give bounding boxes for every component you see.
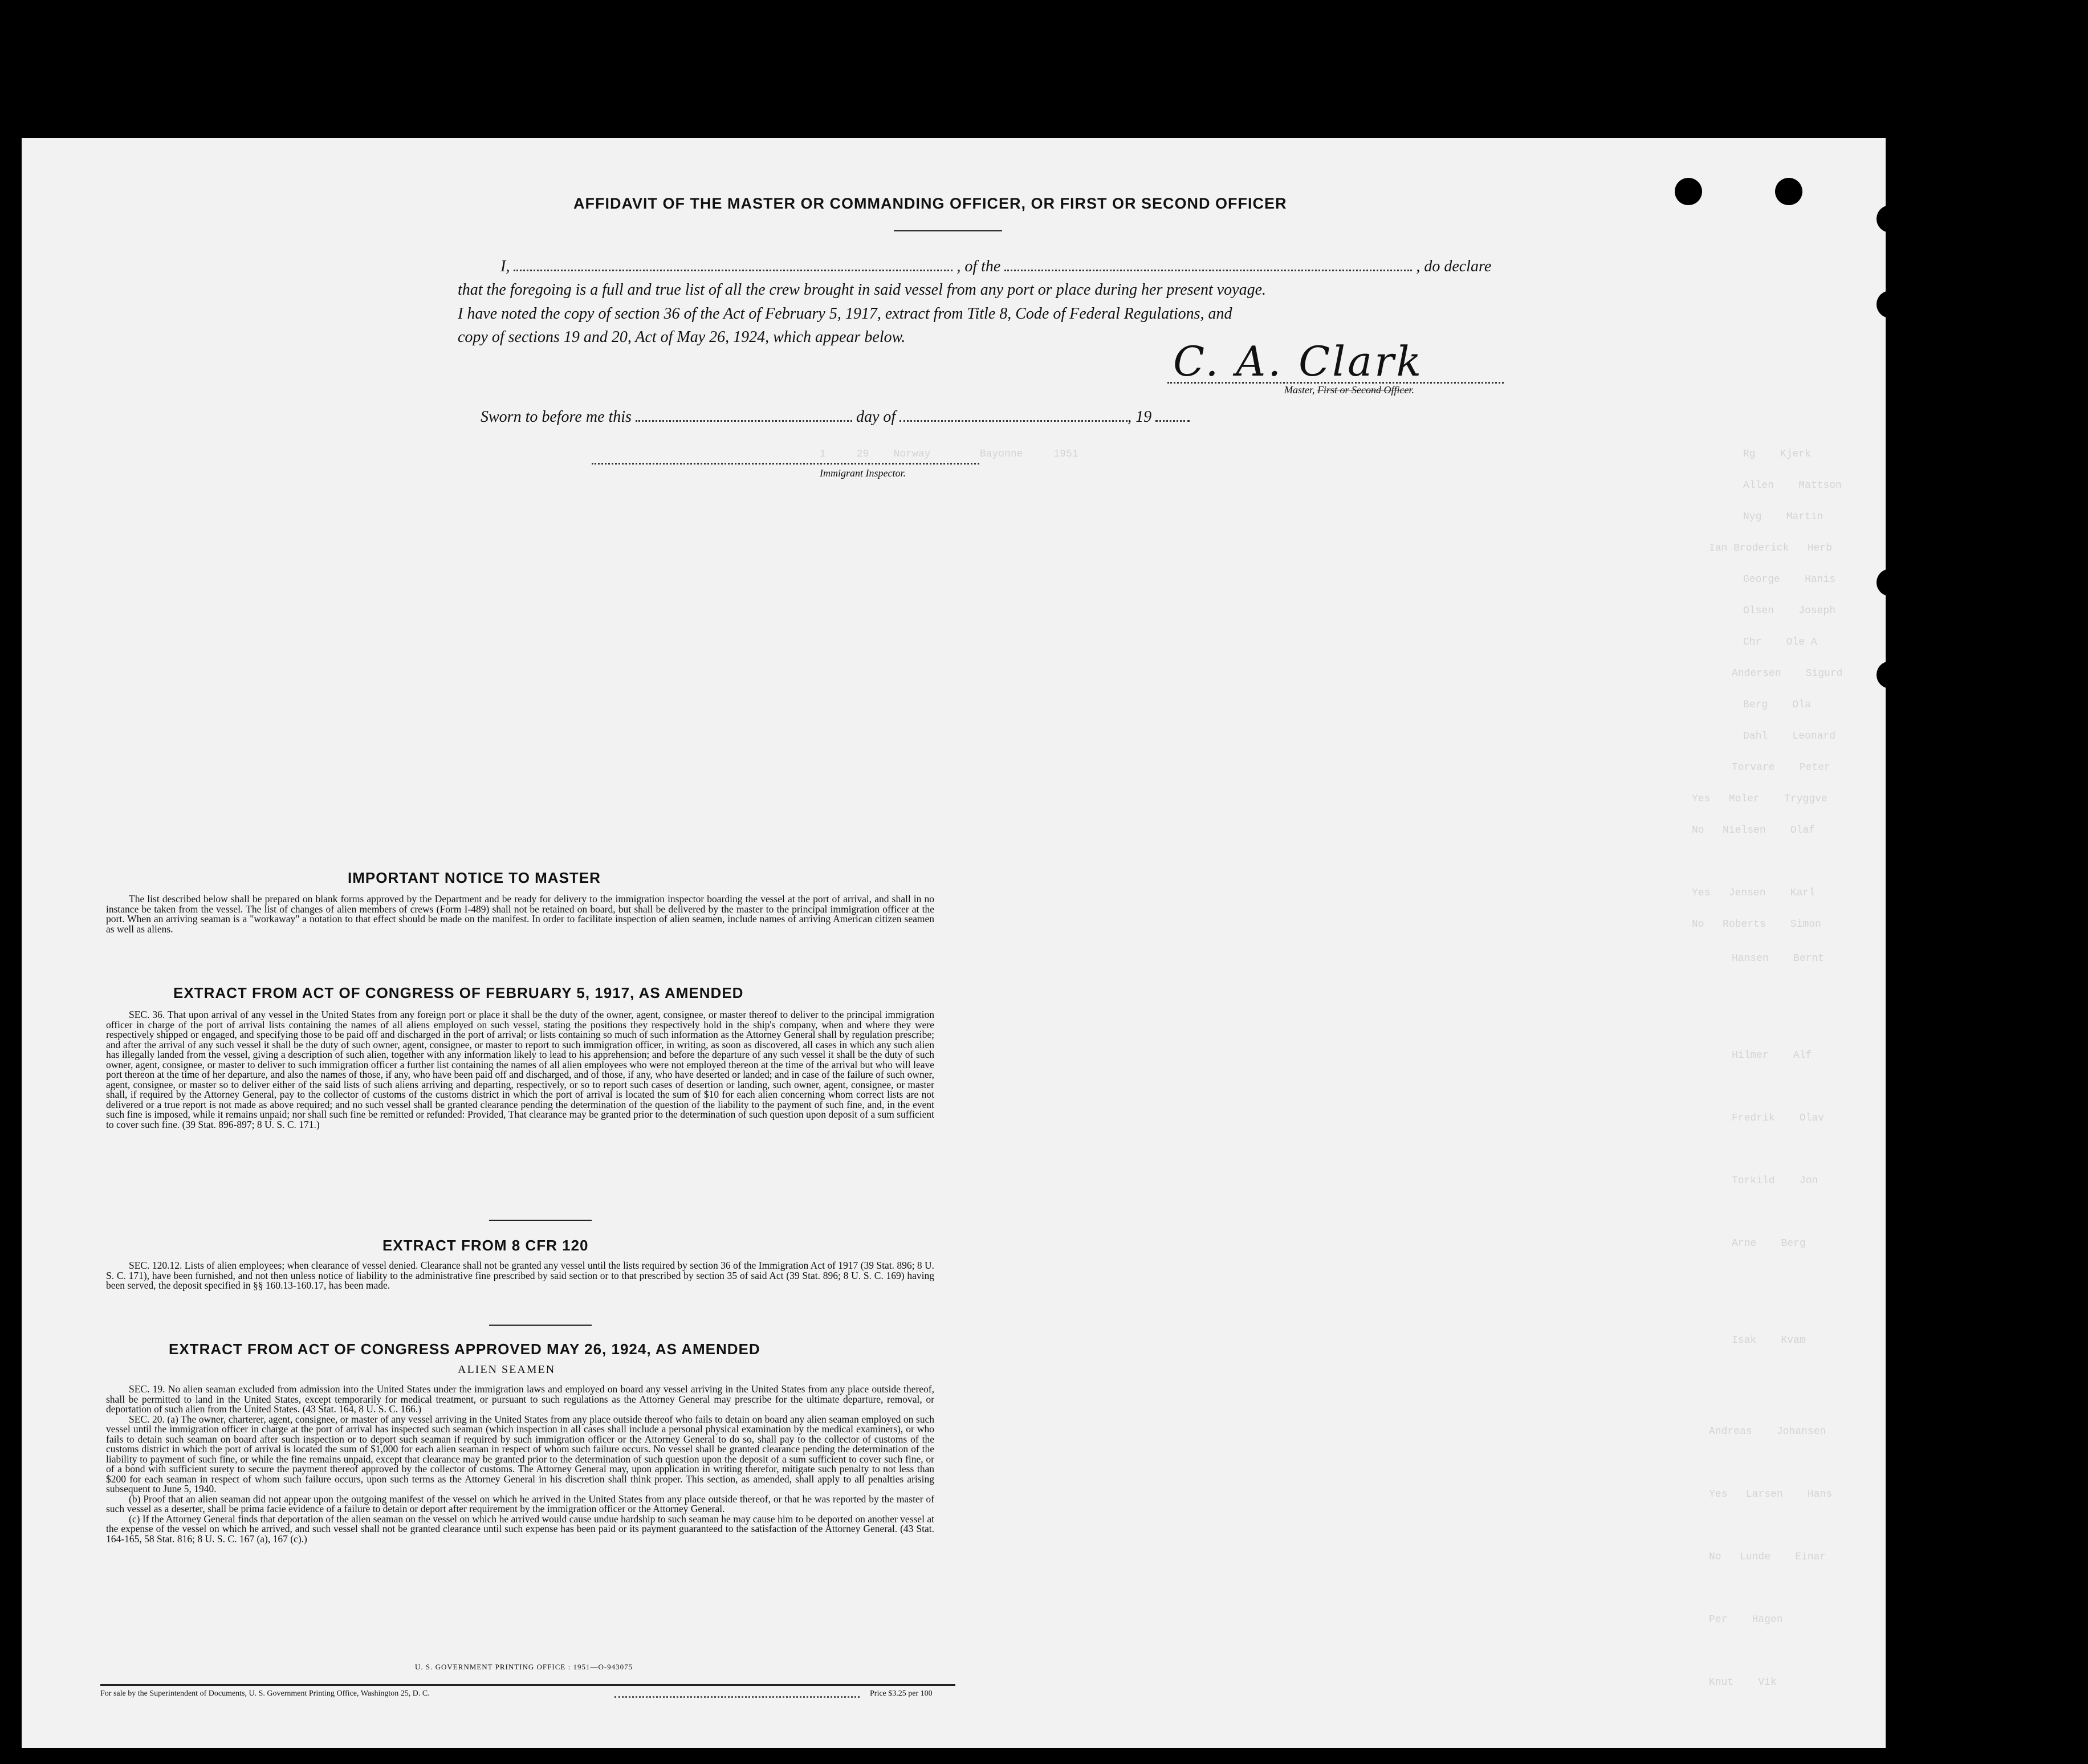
sworn-prefix: Sworn to before me this (481, 408, 632, 426)
sec20c-paragraph: (c) If the Attorney General finds that deportation of the alien seaman on the vessel on which he arrived would cause undue hardship to such seaman he may cause him to be deported on another vessel at the expense of the vessel on which he arrived, and such vessel shall not be granted clearance until such expense has been paid or its payment guaranteed to the satisfaction of the Attorney General. (43 Stat. 164-165, 58 Stat. 816; 8 U. S. C. 167 (a), 167 (c).) (106, 1513, 934, 1545)
divider (489, 1220, 592, 1221)
extract-cfr-title: EXTRACT FROM 8 CFR 120 (382, 1237, 589, 1254)
punch-hole (1775, 178, 1802, 205)
signature-caption-struck: First or Second Officer (1317, 384, 1412, 396)
form-sheet: Rg Kjerk Allen Mattson Nyg Martin Ian Broderick Herb George Hanis Olsen Joseph Chr Ole A Andersen Sigurd Berg Ola Dahl Leonard Torvare Peter Yes Moler Tryggve No Nielsen Olaf Yes Jensen Karl No Roberts Simon Hansen Bernt Hilmer Alf Fredrik Olav Torkild Jon Arne Berg Isak Kvam Andreas Johansen Yes Larsen Hans No Lunde Einar Per Hagen Knut Vik 1 29 Norway Bayonne 1951 AFFIDAVIT OF THE MASTER OR COMMANDING OFFICER, OR FIRST OR SECOND OFFICER I, , of the , do declare that the foregoing is a full and true list of all the crew brought in said vessel from any port or place during her present voyage. I have noted the copy of section 36 of the Act of February 5, 1917, extract from Title 8, Code of Federal Regulations, and copy of sections 19 and 20, Act of May 26, 1924, which appear below. C. A. Clark Master, First or Second Officer. Sworn to before me this day of , 19 Immigrant Inspector. IMPORTANT NOTICE TO MASTER The list described below shall be prepared on blank forms approved by the Department and be ready for delivery to the immigration inspector boarding the vessel at the port of arrival, and shall in no instance be taken from the vessel. The list of changes of alien members of crews (Form I-489) shall not be retained on board, but shall be delivered by the master to the principal immigration officer at the port. When an arriving seaman is a "workaway" a notation to that effect should be made on the manifest. In order to facilitate inspection of alien seamen, include names of arriving American citizen seamen as well as aliens. EXTRACT FROM ACT OF CONGRESS OF FEBRUARY 5, 1917, AS AMENDED SEC. 36. That upon arrival of any vessel in the United States from any foreign port or place it shall be the duty of the owner, agent, consignee, or master thereof to deliver to the principal immigration officer in charge of the port of arrival lists containing the names of all aliens employed on such vessel, stating the positions they respectively hold in the ship's company, when and where they were respectively shipped or engaged, and specifying those to be paid off and discharged in the port of arrival; or lists containing so much of such information as the Attorney General shall by regulation prescribe; and after the arrival of any such vessel it shall be the duty of such owner, agent, consignee, or master to report to such immigration officer, in writing, as soon as discovered, all cases in which any such alien has illegally landed from the vessel, giving a description of such alien, together with any information likely to lead to his apprehension; and before the departure of any such vessel it shall be the duty of such owner, agent, consignee, or master to deliver to such immigration officer a further list containing the names of all alien employees who were not employed thereon at the time of the arrival but who will leave port thereon at the time of her departure, and also the names of those, if any, who have been paid off and discharged, and of those, if any, who have deserted or landed; and in case of the failure of such owner, agent, consignee, or master so to deliver either of the said lists of such aliens arriving and departing, respectively, or so to report such cases of desertion or landing, such owner, agent, consignee, or master shall, if required by the Attorney General, pay to the collector of customs of the customs district in which the port of arrival is located the sum of $10 for each alien concerning whom correct lists are not delivered or a true report is not made as above required; and no such vessel shall be granted clearance pending the determination of the question of the liability to the payment of such fine, and, in the event such fine is imposed, while it remains unpaid; nor shall such fine be remitted or refunded: Provided, That clearance may be granted prior to the determination of such question upon deposit of a sum sufficient to cover such fine. (39 Stat. 896-897; 8 U. S. C. 171.) EXTRACT FROM 8 CFR 120 SEC. 120.12. Lists of alien employees; when clearance of vessel denied. Clearance shall not be granted any vessel until the lists required by section 36 of the Immigration Act of 1917 (39 Stat. 896; 8 U. S. C. 171), have been furnished, and not then unless notice of liability to the administrative fine prescribed by said section or to that prescribed by section 35 of said Act (39 Stat. 896; 8 U. S. C. 169) having been served, the deposit specified in §§ 160.13-160.17, has been made. EXTRACT FROM ACT OF CONGRESS APPROVED MAY 26, 1924, AS AMENDED ALIEN SEAMEN SEC. 19. No alien seaman excluded from admission into the United States under the immigration laws and employed on board any vessel arriving in the United States from any place outside thereof, shall be permitted to land in the United States, except temporarily for medical treatment, or pursuant to such regulations as the Attorney General may prescribe for the ultimate departure, removal, or deportation of such alien from the United States. (43 Stat. 164, 8 U. S. C. 166.) SEC. 20. (a) The owner, charterer, agent, consignee, or master of any vessel arriving in the United States from any place outside thereof who fails to detain on board any alien seaman employed on such vessel until the immigration officer in charge at the port of arrival has inspected such seaman (which inspection in all cases shall include a personal physical examination by the medical examiners), or who fails to detain such seaman on board after such inspection or to deport such seaman if required by such immigration officer or the Attorney General to do so, shall pay to the collector of customs of the customs district in which the port of arrival is located the sum of $1,000 for each alien seaman in respect of whom such failure occurs. No vessel shall be granted clearance pending the determination of the liability to payment of such fine, or while the fine remains unpaid, except that clearance may be granted prior to the determination of such question upon the deposit of a sum sufficient to cover such fine, or of a bond with sufficient surety to secure the payment thereof approved by the collector of customs. The Attorney General may, upon application in writing therefor, mitigate such penalty to not less than $200 for each seaman in respect of whom such failure occurs, upon such terms as the Attorney General in his discretion shall think proper. This section, as amended, shall apply to all penalties arising subsequent to June 5, 1940. (b) Proof that an alien seaman did not appear upon the outgoing manifest of the vessel on which he arrived in the United States from any place outside thereof, or that he was reported by the master of such vessel as a deserter, shall be prima facie evidence of a failure to detain or deport after requirement by the immigration officer or the Attorney General. (c) If the Attorney General finds that deportation of the alien seaman on the vessel on which he arrived would cause undue hardship to such seaman he may cause him to be deported on another vessel at the expense of the vessel on which he arrived, and such vessel shall not be granted clearance until such expense has been paid or its payment guaranteed to the satisfaction of the Attorney General. (43 Stat. 164-165, 58 Stat. 816; 8 U. S. C. 167 (a), 167 (c).) U. S. GOVERNMENT PRINTING OFFICE : 1951—O-943075 For sale by the Superintendent of Documents, U. S. Government Printing Office, Washington 25, D. C. Price $3.25 per 100 (22, 138, 1886, 1748)
extract-1917-text (106, 1010, 934, 1130)
signature-caption (1284, 384, 1414, 396)
sworn-line (481, 406, 1190, 429)
punch-hole (1877, 661, 1904, 689)
signature-caption-prefix: Master, (1284, 384, 1315, 396)
sworn-year-label: , 19 (1128, 408, 1152, 426)
sec19-paragraph: SEC. 19. No alien seaman excluded from admission into the United States under the immigration laws and employed on board any vessel arriving in the United States from any place outside thereof, shall be permitted to land in the United States, except temporarily for medical treatment, or pursuant to such regulations as the Attorney General may prescribe for the ultimate departure, removal, or deportation of such alien from the United States. (43 Stat. 164, 8 U. S. C. 166.) (106, 1383, 934, 1415)
vessel-name-field[interactable] (1004, 256, 1412, 271)
inspector-caption: Immigrant Inspector. (820, 467, 906, 479)
sworn-month-field[interactable] (899, 406, 1128, 422)
extract-1917-paragraph: SEC. 36. That upon arrival of any vessel in the United States from any foreign port or place it shall be the duty of the owner, agent, consignee, or master thereof to deliver to the principal immigration officer in charge of the port of arrival lists containing the names of all aliens employed on such vessel, stating the positions they respectively hold in the ship's company, when and where they were respectively shipped or engaged, and specifying those to be paid off and discharged in the port of arrival; or lists containing so much of such information as the Attorney General shall by regulation prescribe; and after the arrival of any such vessel it shall be the duty of such owner, agent, consignee, or master to report to such immigration officer, in writing, as soon as discovered, all cases in which any such alien has illegally landed from the vessel, giving a description of such alien, together with any information likely to lead to his apprehension; and before the departure of any such vessel it shall be the duty of such owner, agent, consignee, or master to deliver to such immigration officer a further list containing the names of all alien employees who were not employed thereon at the time of the arrival but who will leave port thereon at the time of her departure, and also the names of those, if any, who have been paid off and discharged, and of those, if any, who have deserted or landed; and in case of the failure of such owner, agent, consignee, or master so to deliver either of the said lists of such aliens arriving and departing, respectively, or so to report such cases of desertion or landing, such owner, agent, consignee, or master shall, if required by the Attorney General, pay to the collector of customs of the customs district in which the port of arrival is located the sum of $10 for each alien concerning whom correct lists are not delivered or a true report is not made as above required; and no such vessel shall be granted clearance pending the determination of the question of the liability to the payment of such fine, and, in the event such fine is imposed, while it remains unpaid; nor shall such fine be remitted or refunded: Provided, That clearance may be granted prior to the determination of such question upon deposit of a sum sufficient to cover such fine. (39 Stat. 896-897; 8 U. S. C. 171.) (106, 1009, 934, 1130)
extract-1917-title: EXTRACT FROM ACT OF CONGRESS OF FEBRUARY 5, 1917, AS AMENDED (173, 984, 744, 1001)
signature-line (1167, 382, 1504, 384)
punch-hole (1892, 1162, 1920, 1189)
punch-hole (1877, 569, 1904, 596)
extract-cfr-text (106, 1261, 934, 1291)
extract-1924-title: EXTRACT FROM ACT OF CONGRESS APPROVED MAY 26, 1924, AS AMENDED (169, 1341, 760, 1358)
signature-caption-suffix: . (1411, 384, 1414, 396)
sworn-year-field[interactable] (1155, 406, 1190, 422)
affidavit-i-label: I, (500, 258, 510, 275)
extract-cfr-paragraph: SEC. 120.12. Lists of alien employees; when clearance of vessel denied. Clearance shall not be granted any vessel until the lists required by section 36 of the Immigration Act of 1917 (39 Stat. 896; 8 U. S. C. 171), have been furnished, and not then unless notice of liability to the administrative fine prescribed by said section or to that prescribed by section 35 of said Act (39 Stat. 896; 8 U. S. C. 169) having been served, the deposit specified in §§ 160.13-160.17, has been made. (106, 1260, 934, 1291)
affidavit-line3: I have noted the copy of section 36 of the Act of February 5, 1917, extract from Title 8, Code of Federal Regulations, and (458, 305, 1232, 323)
sec20b-paragraph: (b) Proof that an alien seaman did not appear upon the outgoing manifest of the vessel on which he arrived in the United States from any place outside thereof, or that he was reported by the master of such vessel as a deserter, shall be prima facie evidence of a failure to detain or deport after requirement by the immigration officer or the Attorney General. (106, 1493, 934, 1514)
footer-leader (614, 1689, 860, 1698)
affidavit-line1 (458, 255, 1527, 278)
footer-rule (100, 1684, 955, 1686)
affidavit-line2: that the foregoing is a full and true list of all the crew brought in said vessel from any port or place during her present voyage. (458, 281, 1267, 299)
punch-hole (1877, 291, 1904, 318)
affidavit-declare-label: , do declare (1416, 258, 1492, 275)
divider (489, 1325, 592, 1326)
inspector-signature-line[interactable] (592, 463, 979, 465)
notice-paragraph: The list described below shall be prepared on blank forms approved by the Department and be ready for delivery to the immigration inspector boarding the vessel at the port of arrival, and shall in no instance be taken from the vessel. The list of changes of alien members of crews (Form I-489) shall not be retained on board, but shall be delivered by the master to the principal immigration officer at the port. When an arriving seaman is a "workaway" a notation to that effect should be made on the manifest. In order to facilitate inspection of alien seamen, include names of arriving American citizen seamen as well as aliens. (106, 893, 934, 935)
affidavit-title: AFFIDAVIT OF THE MASTER OR COMMANDING OFFICER, OR FIRST OR SECOND OFFICER (573, 195, 1287, 212)
price-notice: Price $3.25 per 100 (870, 1689, 933, 1698)
punch-hole (1877, 205, 1904, 233)
affidavit-of-the-label: , of the (957, 258, 1001, 275)
notice-text (106, 894, 934, 934)
sworn-day-of: day of (856, 408, 896, 426)
divider (894, 230, 1002, 231)
punch-hole (1675, 178, 1702, 205)
sworn-day-field[interactable] (636, 406, 852, 422)
sale-notice: For sale by the Superintendent of Documents, U. S. Government Printing Office, Washington 25, D. C. (100, 1689, 430, 1698)
sec20a-paragraph: SEC. 20. (a) The owner, charterer, agent, consignee, or master of any vessel arriving in the United States from any place outside thereof who fails to detain on board any alien seaman employed on such vessel until the immigration officer in charge at the port of arrival has inspected such seaman (which inspection in all cases shall include a personal physical examination by the medical examiners), or who fails to detain such seaman on board after such inspection or to deport such seaman if required by such immigration officer or the Attorney General to do so, shall pay to the collector of customs of the customs district in which the port of arrival is located the sum of $1,000 for each alien seaman in respect of whom such failure occurs. No vessel shall be granted clearance pending the determination of the liability to payment of such fine, or while the fine remains unpaid, except that clearance may be granted prior to the determination of such question upon the deposit of a sum sufficient to cover such fine, or of a bond with sufficient surety to secure the payment thereof approved by the collector of customs. The Attorney General may, upon application in writing therefor, mitigate such penalty to not less than $200 for each seaman in respect of whom such failure occurs, upon such terms as the Attorney General in his discretion shall think proper. This section, as amended, shall apply to all penalties arising subsequent to June 5, 1940. (106, 1413, 934, 1494)
punch-hole (1892, 1248, 1920, 1276)
punch-hole (1903, 1527, 1930, 1555)
gpo-imprint: U. S. GOVERNMENT PRINTING OFFICE : 1951—O-943075 (415, 1663, 633, 1671)
alien-seamen-subtitle: ALIEN SEAMEN (458, 1363, 556, 1376)
extract-1924-text (106, 1384, 934, 1544)
declarant-name-field[interactable] (514, 256, 953, 271)
punch-hole (1903, 1615, 1930, 1643)
notice-title: IMPORTANT NOTICE TO MASTER (348, 869, 601, 886)
affidavit-line4: copy of sections 19 and 20, Act of May 26, 1924, which appear below. (458, 328, 906, 346)
master-signature: C. A. Clark (1173, 337, 1424, 385)
